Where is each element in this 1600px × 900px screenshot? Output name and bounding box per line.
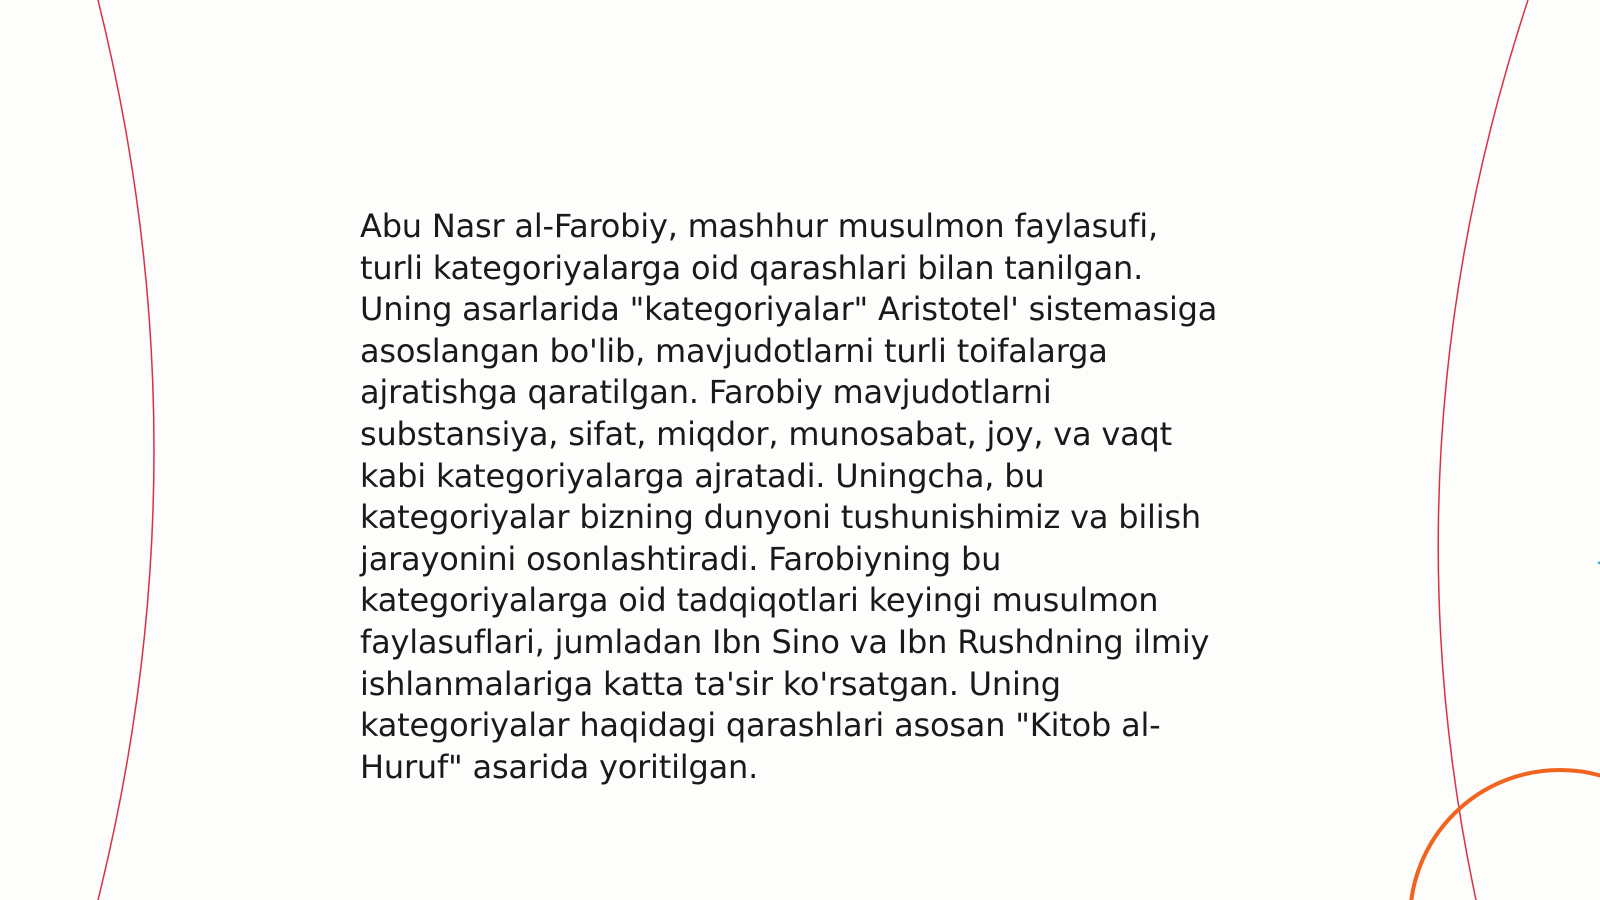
text-line: jarayonini osonlashtiradi. Farobiyning bu	[360, 539, 1002, 578]
text-line: ajratishga qaratilgan. Farobiy mavjudotlarni	[360, 373, 1052, 412]
text-line: Huruf" asarida yoritilgan.	[360, 747, 759, 786]
right-arc-line	[1438, 0, 1528, 900]
body-paragraph	[360, 206, 1260, 788]
text-line: kabi kategoriyalarga ajratadi. Uningcha, bu	[360, 456, 1045, 495]
text-line: ishlanmalariga katta ta'sir ko'rsatgan. Uning	[360, 664, 1061, 703]
orange-circle-arc	[1410, 770, 1600, 900]
text-line: kategoriyalarga oid tadqiqotlari keyingi musulmon	[360, 581, 1159, 620]
text-line: Abu Nasr al-Farobiy, mashhur musulmon faylasufi,	[360, 207, 1158, 245]
text-line: asoslangan bo'lib, mavjudotlarni turli toifalarga	[360, 331, 1108, 370]
text-line: faylasuflari, jumladan Ibn Sino va Ibn Rushdning ilmiy	[360, 622, 1210, 661]
left-arc-line	[98, 0, 154, 900]
text-line: substansiya, sifat, miqdor, munosabat, joy, va vaqt	[360, 414, 1173, 453]
text-line: Uning asarlarida "kategoriyalar" Aristotel' sistemasiga	[360, 290, 1218, 329]
text-line: kategoriyalar haqidagi qarashlari asosan "Kitob al-	[360, 706, 1161, 745]
text-line: turli kategoriyalarga oid qarashlari bilan tanilgan.	[360, 248, 1144, 287]
text-line: kategoriyalar bizning dunyoni tushunishimiz va bilish	[360, 498, 1201, 537]
